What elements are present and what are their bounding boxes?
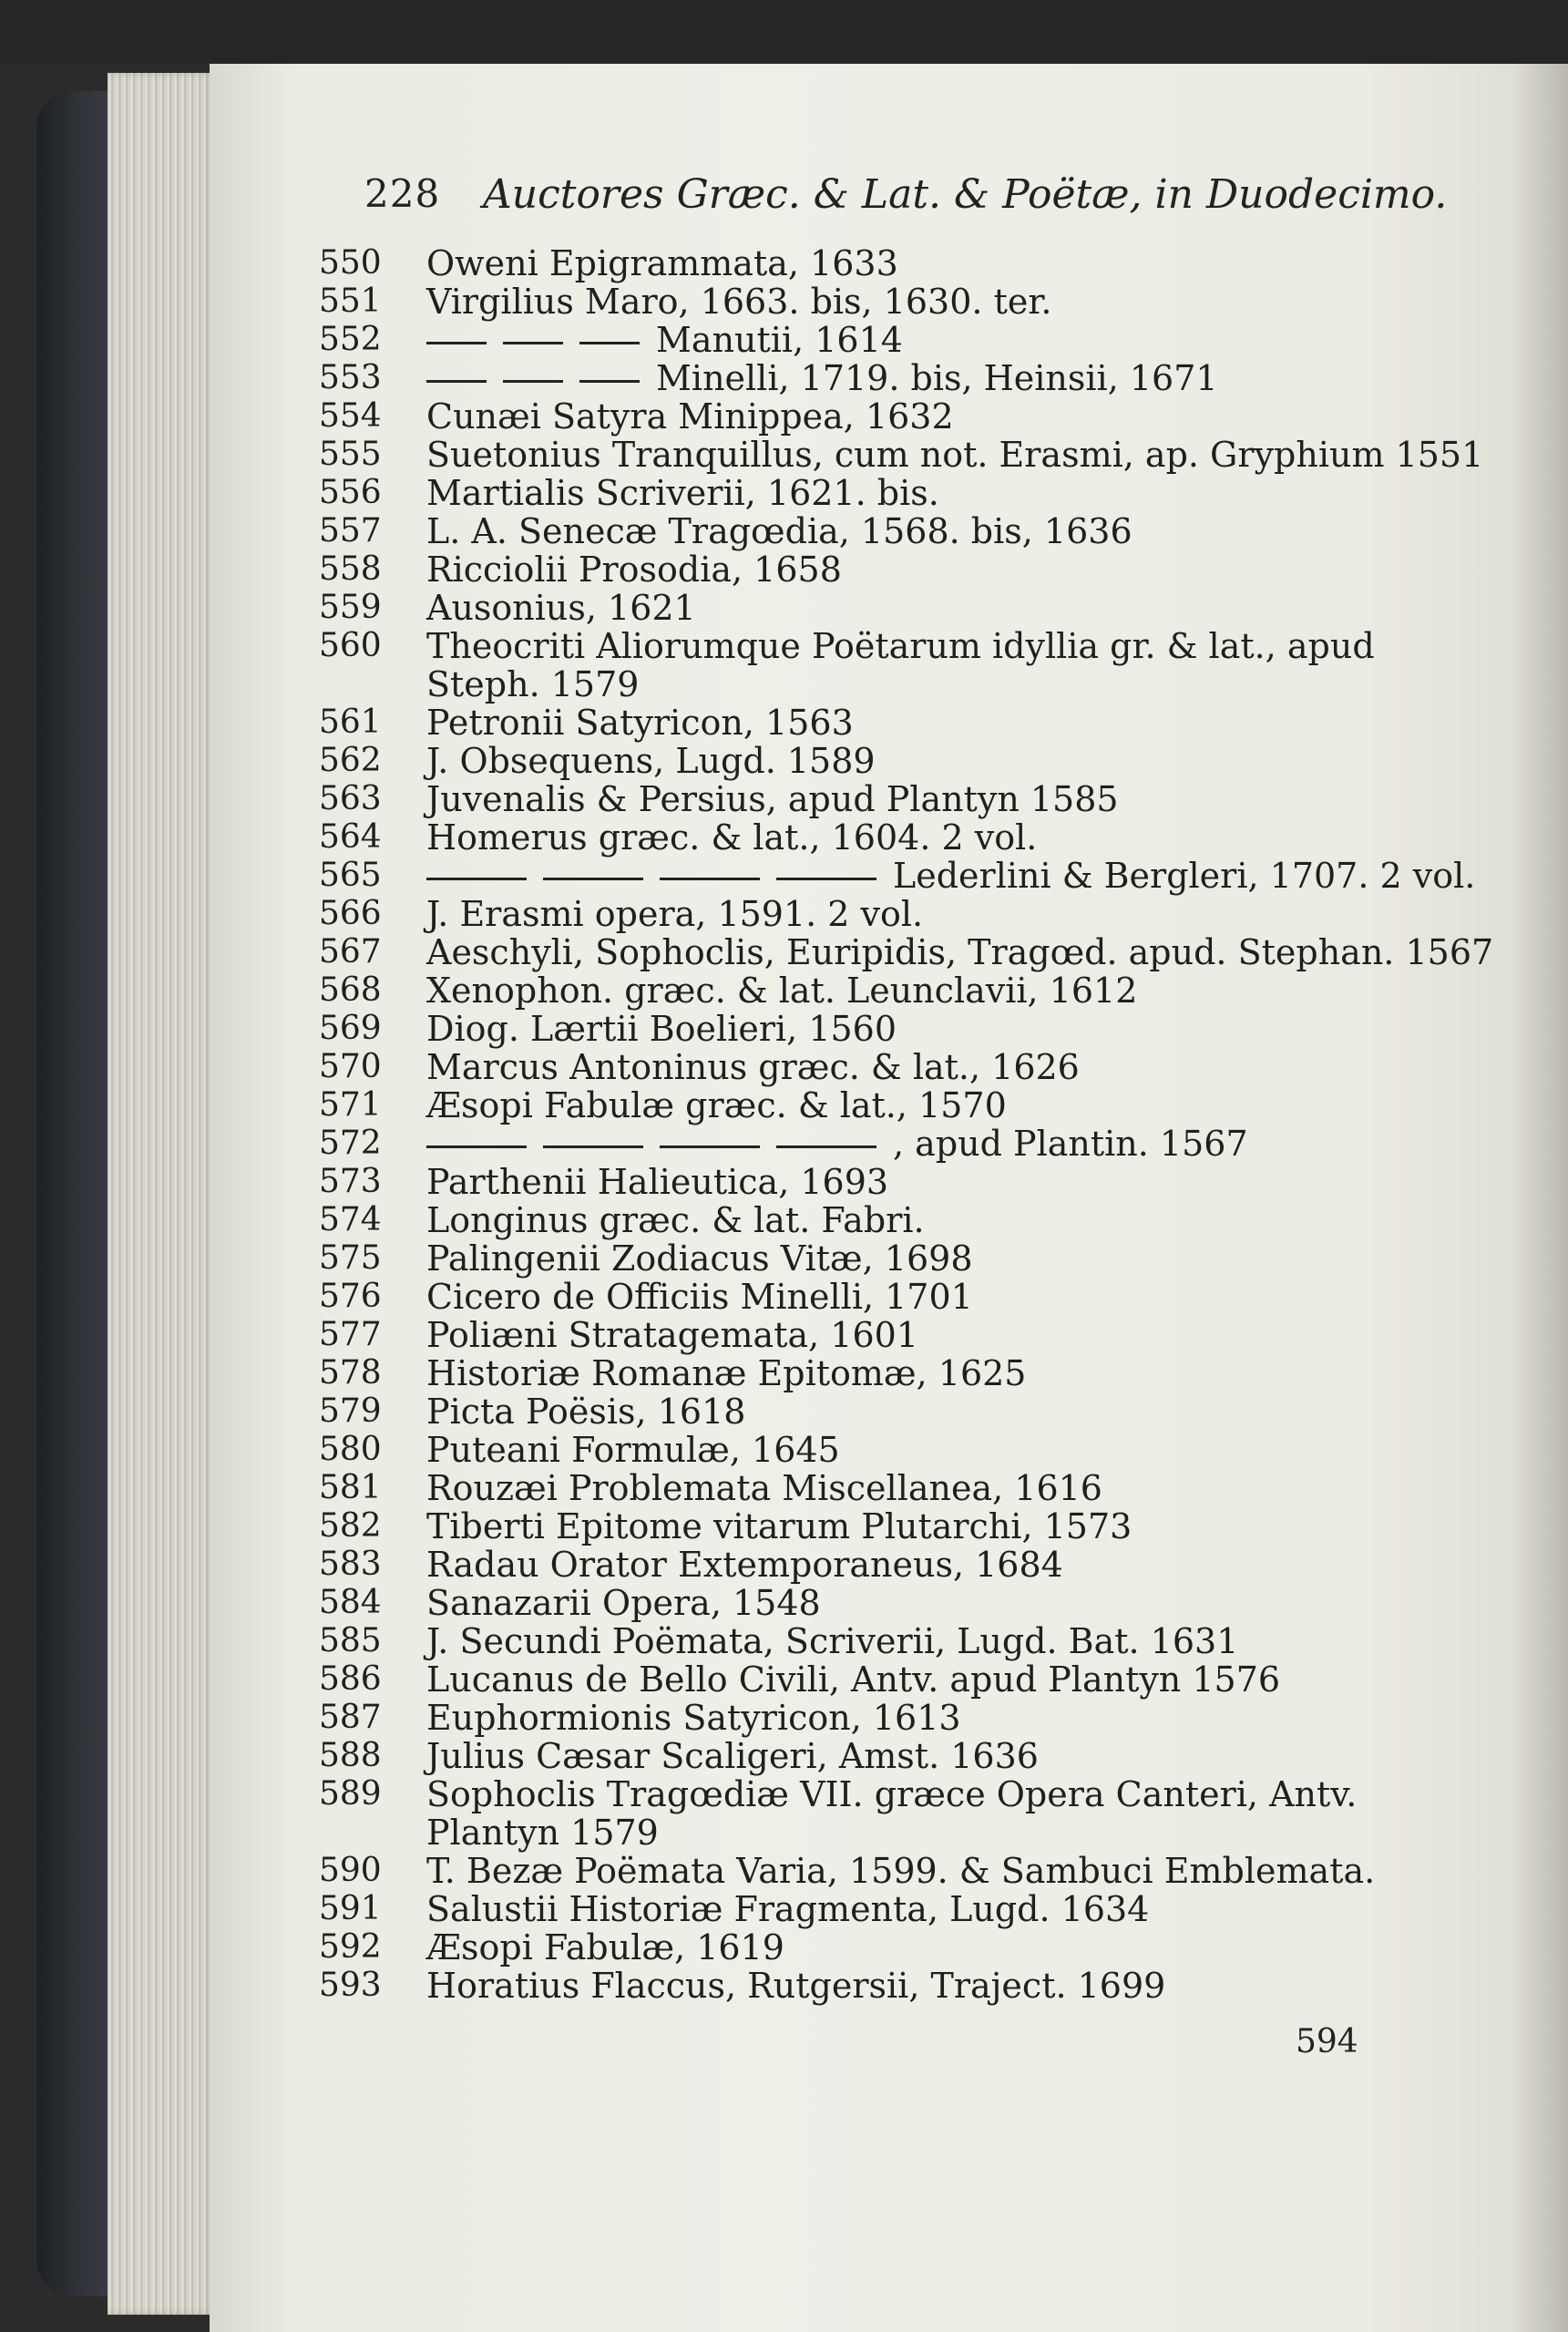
entry-number: 593 [319, 1967, 382, 2004]
entry-text: Minelli, 1719. bis, Heinsii, 1671 [656, 358, 1218, 398]
entry-number: 568 [319, 971, 382, 1009]
entry-text: Rouzæi Problemata Miscellanea, 1616 [426, 1468, 1102, 1508]
entry-number: 584 [319, 1584, 382, 1621]
entry-text: Virgilius Maro, 1663. bis, 1630. ter. [426, 282, 1052, 322]
entry-text: Julius Cæsar Scaligeri, Amst. 1636 [426, 1736, 1039, 1776]
entry-text: Horatius Flaccus, Rutgersii, Traject. 1699 [426, 1966, 1166, 2006]
entry-number: 564 [319, 818, 382, 856]
entry-number: 587 [319, 1699, 382, 1736]
catalog-entry [319, 933, 1503, 971]
entry-text: Cicero de Officiis Minelli, 1701 [426, 1277, 973, 1317]
catalog-entry [319, 1584, 1503, 1622]
entry-number: 582 [319, 1507, 382, 1545]
catalog-entry [319, 895, 1503, 933]
entry-text: Poliæni Stratagemata, 1601 [426, 1315, 918, 1355]
entry-number: 566 [319, 895, 382, 932]
page-header [364, 171, 1448, 235]
entry-number: 572 [319, 1125, 382, 1162]
entry-text: Juvenalis & Persius, apud Plantyn 1585 [426, 779, 1119, 819]
entry-text: Xenophon. græc. & lat. Leunclavii, 1612 [426, 971, 1138, 1011]
entry-number: 570 [319, 1048, 382, 1085]
background-surface [0, 0, 1568, 64]
entry-text: Sophoclis Tragœdiæ VII. græce Opera Canteri, Antv. [426, 1774, 1358, 1814]
ditto-dash [543, 1145, 643, 1148]
catalog-entry [319, 1354, 1503, 1392]
entry-number: 577 [319, 1316, 382, 1353]
entry-text: Petronii Satyricon, 1563 [426, 703, 854, 743]
entry-text: Parthenii Halieutica, 1693 [426, 1162, 889, 1202]
catalog-entry [319, 1737, 1503, 1775]
catalog-entry [319, 1507, 1503, 1546]
entry-text: Radau Orator Extemporaneus, 1684 [426, 1545, 1063, 1585]
entry-number: 588 [319, 1737, 382, 1774]
catalog-entry [319, 1010, 1503, 1048]
entry-number: 567 [319, 933, 382, 971]
page-edges-stack [108, 73, 217, 2315]
catalog-entry [319, 550, 1503, 589]
catalog-entry [319, 1125, 1503, 1163]
entry-number: 579 [319, 1392, 382, 1430]
entry-text: Oweni Epigrammata, 1633 [426, 243, 898, 283]
entry-text: Historiæ Romanæ Epitomæ, 1625 [426, 1353, 1027, 1393]
entry-text: Sanazarii Opera, 1548 [426, 1583, 821, 1623]
catalog-entry [319, 397, 1503, 436]
catalog-entry [319, 474, 1503, 512]
entry-text: Marcus Antoninus græc. & lat., 1626 [426, 1047, 1080, 1087]
catalog-entry [319, 1048, 1503, 1086]
entry-number: 558 [319, 550, 382, 588]
catalog-entry [319, 589, 1503, 627]
entry-number: 555 [319, 436, 382, 473]
catalog-entry [319, 321, 1503, 359]
entry-number: 581 [319, 1469, 382, 1506]
entry-text: Palingenii Zodiacus Vitæ, 1698 [426, 1238, 973, 1279]
entry-text: Picta Poësis, 1618 [426, 1392, 746, 1432]
catchword: 594 [1296, 2023, 1358, 2060]
entry-text: J. Erasmi opera, 1591. 2 vol. [426, 894, 924, 934]
entry-text: Ausonius, 1621 [426, 588, 696, 628]
entry-text: Cunæi Satyra Minippea, 1632 [426, 396, 954, 437]
entry-text-continuation: Steph. 1579 [426, 664, 640, 704]
entry-text: Martialis Scriverii, 1621. bis. [426, 473, 939, 513]
entry-text: Lucanus de Bello Civili, Antv. apud Plantyn 1576 [426, 1659, 1281, 1700]
ditto-dash [579, 380, 640, 383]
page-right-shadow [1512, 64, 1568, 2332]
catalog-entry [319, 1469, 1503, 1507]
catalog-entry [319, 1278, 1503, 1316]
entry-text: J. Secundi Poëmata, Scriverii, Lugd. Bat. 1631 [426, 1621, 1239, 1661]
ditto-dash [426, 342, 487, 344]
entry-number: 573 [319, 1163, 382, 1200]
entry-number: 578 [319, 1354, 382, 1392]
catalog-entry [319, 1392, 1503, 1431]
entry-text: Suetonius Tranquillus, cum not. Erasmi, ap. Gryphium 1551 [426, 435, 1484, 475]
entry-text: Puteani Formulæ, 1645 [426, 1430, 840, 1470]
catalog-entry [319, 512, 1503, 550]
entry-number: 561 [319, 704, 382, 741]
entry-number: 591 [319, 1890, 382, 1927]
ditto-dash [543, 878, 643, 880]
entry-number: 580 [319, 1431, 382, 1468]
entry-text: Manutii, 1614 [656, 320, 903, 360]
entry-number: 586 [319, 1660, 382, 1698]
entry-text: Aeschyli, Sophoclis, Euripidis, Tragœd. apud. Stephan. 1567 [426, 932, 1494, 972]
catalog-entry [319, 1201, 1503, 1239]
entry-number: 557 [319, 512, 382, 550]
catalog-entry [319, 742, 1503, 780]
catalog-entry [319, 1852, 1503, 1890]
entry-text: J. Obsequens, Lugd. 1589 [426, 741, 876, 781]
catalog-entry [319, 1316, 1503, 1354]
catalog-entry [319, 1546, 1503, 1584]
entry-text: Æsopi Fabulæ, 1619 [426, 1927, 784, 1967]
entry-text: Longinus græc. & lat. Fabri. [426, 1200, 925, 1240]
entry-number: 554 [319, 397, 382, 435]
catalog-entry [319, 627, 1503, 704]
entry-number: 562 [319, 742, 382, 779]
catalog-entry [319, 1431, 1503, 1469]
entry-number: 565 [319, 857, 382, 894]
entry-number: 556 [319, 474, 382, 511]
entry-number: 576 [319, 1278, 382, 1315]
entry-number: 571 [319, 1086, 382, 1124]
catalog-entry-list [319, 244, 1503, 2005]
entry-text: Homerus græc. & lat., 1604. 2 vol. [426, 817, 1038, 858]
entry-number: 563 [319, 780, 382, 817]
entry-text: Ricciolii Prosodia, 1658 [426, 550, 842, 590]
catalog-entry [319, 244, 1503, 283]
catalog-entry [319, 971, 1503, 1010]
ditto-dash [660, 1145, 760, 1148]
catalog-entry [319, 818, 1503, 857]
entry-number: 552 [319, 321, 382, 358]
running-title: Auctores Græc. & Lat. & Poëtæ, in Duodecimo. [483, 171, 1448, 218]
entry-text-continuation: Plantyn 1579 [426, 1813, 659, 1853]
ditto-dash [503, 380, 563, 383]
ditto-dash [776, 878, 876, 880]
ditto-dash [579, 342, 640, 344]
ditto-dash [660, 878, 760, 880]
entry-number: 559 [319, 589, 382, 626]
catalog-entry [319, 283, 1503, 321]
entry-number: 569 [319, 1010, 382, 1047]
catalog-entry [319, 1239, 1503, 1278]
catalog-entry [319, 1928, 1503, 1967]
ditto-dash [776, 1145, 876, 1148]
catalog-entry [319, 1699, 1503, 1737]
entry-number: 590 [319, 1852, 382, 1889]
catalog-entry [319, 1660, 1503, 1699]
catalog-entry [319, 359, 1503, 397]
catalog-entry [319, 1890, 1503, 1928]
entry-text: Theocriti Aliorumque Poëtarum idyllia gr. & lat., apud [426, 626, 1375, 666]
ditto-dash [426, 380, 487, 383]
catalog-entry [319, 857, 1503, 895]
entry-text: , apud Plantin. 1567 [893, 1124, 1248, 1164]
entry-text: Tiberti Epitome vitarum Plutarchi, 1573 [426, 1506, 1132, 1546]
entry-number: 592 [319, 1928, 382, 1966]
entry-number: 583 [319, 1546, 382, 1583]
catalog-entry [319, 1086, 1503, 1125]
entry-text: T. Bezæ Poëmata Varia, 1599. & Sambuci Emblemata. [426, 1851, 1376, 1891]
ditto-dash [426, 1145, 527, 1148]
entry-number: 560 [319, 627, 382, 664]
entry-text: L. A. Senecæ Tragœdia, 1568. bis, 1636 [426, 511, 1132, 551]
entry-number: 589 [319, 1775, 382, 1813]
catalog-entry [319, 1775, 1503, 1852]
entry-text: Æsopi Fabulæ græc. & lat., 1570 [426, 1085, 1007, 1125]
entry-number: 550 [319, 244, 382, 282]
catalog-entry [319, 436, 1503, 474]
page-number: 228 [364, 171, 441, 216]
entry-number: 575 [319, 1239, 382, 1277]
ditto-dash [426, 878, 527, 880]
entry-number: 585 [319, 1622, 382, 1659]
catalog-entry [319, 780, 1503, 818]
catalog-entry [319, 1967, 1503, 2005]
catalog-entry [319, 704, 1503, 742]
ditto-dash [503, 342, 563, 344]
catalog-entry [319, 1163, 1503, 1201]
entry-text: Lederlini & Bergleri, 1707. 2 vol. [893, 856, 1476, 896]
entry-number: 551 [319, 283, 382, 320]
entry-text: Diog. Lærtii Boelieri, 1560 [426, 1009, 897, 1049]
entry-number: 553 [319, 359, 382, 396]
catalog-entry [319, 1622, 1503, 1660]
entry-text: Euphormionis Satyricon, 1613 [426, 1698, 961, 1738]
entry-text: Salustii Historiæ Fragmenta, Lugd. 1634 [426, 1889, 1150, 1929]
entry-number: 574 [319, 1201, 382, 1238]
